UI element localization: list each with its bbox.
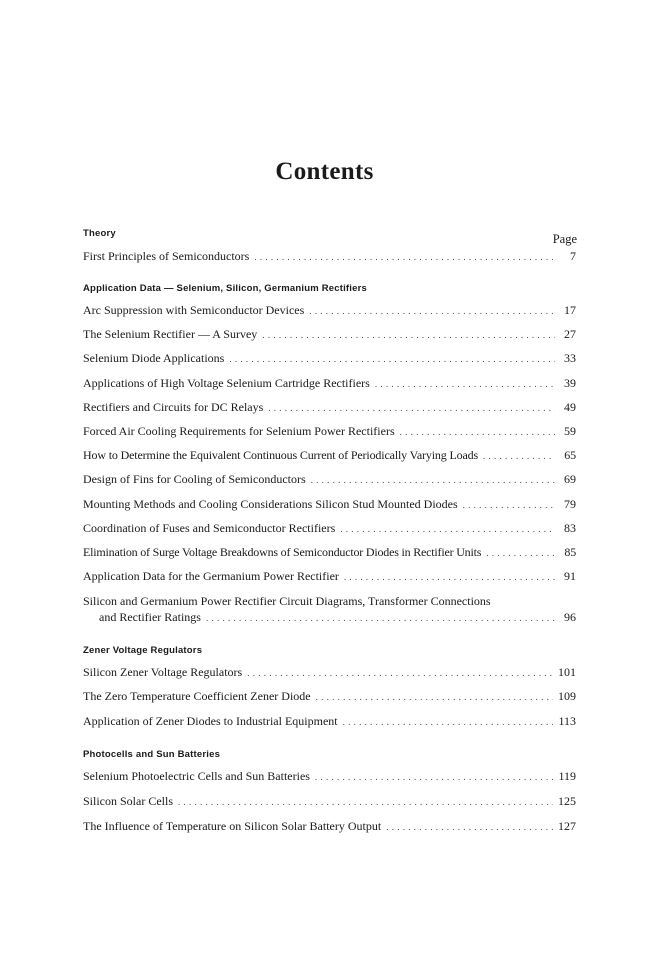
toc-entry[interactable] (83, 568, 576, 585)
toc-entry-page: 113 (558, 714, 576, 728)
toc-entry-page: 65 (564, 448, 576, 462)
toc-entry-title-line2: and Rectifier Ratings (99, 610, 201, 624)
toc-entry[interactable] (83, 520, 576, 537)
toc-entry[interactable] (83, 375, 576, 392)
leader-dots (229, 351, 555, 367)
leader-dots (463, 497, 555, 513)
toc-entry[interactable] (83, 664, 576, 681)
toc-entry-page: 39 (564, 376, 576, 390)
toc-entry-page: 109 (558, 689, 576, 703)
section-heading-theory: Theory (83, 228, 116, 239)
toc-entry-page: 59 (564, 424, 576, 438)
leader-dots (254, 249, 555, 265)
leader-dots (178, 794, 553, 810)
toc-entry-page: 125 (558, 794, 576, 808)
toc-entry-page: 49 (564, 400, 576, 414)
toc-entry-title: The Influence of Temperature on Silicon Solar Battery Output (83, 819, 382, 833)
toc-entry-title: Application of Zener Diodes to Industrial Equipment (83, 714, 338, 728)
toc-entry-multiline[interactable] (83, 593, 576, 626)
toc-entry-title: Mounting Methods and Cooling Considerations Silicon Stud Mounted Diodes (83, 497, 458, 511)
toc-entry[interactable] (83, 326, 576, 343)
toc-entry-title: How to Determine the Equivalent Continuous Current of Periodically Varying Loads (83, 448, 479, 462)
leader-dots (343, 714, 554, 730)
toc-entry-title: Elimination of Surge Voltage Breakdowns of Semiconductor Diodes in Rectifier Units (83, 545, 482, 559)
leader-dots (268, 400, 555, 416)
leader-dots (483, 448, 555, 464)
toc-entry-page: 7 (570, 249, 576, 263)
toc-entry-page: 96 (564, 610, 576, 624)
leader-dots (316, 689, 553, 705)
toc-entry[interactable] (83, 423, 576, 440)
leader-dots (486, 545, 555, 561)
page-column-label: Page (552, 232, 577, 246)
toc-entry[interactable] (83, 447, 576, 464)
toc-entry-title: Rectifiers and Circuits for DC Relays (83, 400, 264, 414)
toc-entry-page: 127 (558, 819, 576, 833)
toc-entry[interactable] (83, 688, 576, 705)
page-title: Contents (275, 158, 374, 185)
toc-entry-title: Forced Air Cooling Requirements for Selenium Power Rectifiers (83, 424, 395, 438)
leader-dots (386, 819, 553, 835)
leader-dots (375, 376, 555, 392)
toc-entry-page: 17 (564, 303, 576, 317)
toc-entry-page: 69 (564, 472, 576, 486)
leader-dots (247, 665, 553, 681)
toc-entry-title: Application Data for the Germanium Power Rectifier (83, 569, 339, 583)
toc-entry-title: Applications of High Voltage Selenium Cartridge Rectifiers (83, 376, 370, 390)
toc-entry[interactable] (83, 471, 576, 488)
toc-entry-title: Arc Suppression with Semiconductor Devices (83, 303, 305, 317)
toc-entry-title: First Principles of Semiconductors (83, 249, 250, 263)
toc-entry-page: 79 (564, 497, 576, 511)
toc-entry-title: The Zero Temperature Coefficient Zener Diode (83, 689, 311, 703)
toc-entry-title: Design of Fins for Cooling of Semiconductors (83, 472, 306, 486)
toc-entry[interactable] (83, 350, 576, 367)
leader-dots (262, 327, 555, 343)
toc-entry[interactable] (83, 793, 576, 810)
toc-entry-title: Silicon Zener Voltage Regulators (83, 665, 243, 679)
section-heading-application-data: Application Data — Selenium, Silicon, Germanium Rectifiers (83, 283, 367, 294)
leader-dots (309, 303, 555, 319)
leader-dots (400, 424, 555, 440)
toc-entry-page: 85 (564, 545, 576, 559)
toc-entry[interactable] (83, 768, 576, 785)
toc-entry[interactable] (83, 713, 576, 730)
leader-dots (206, 610, 555, 626)
toc-entry[interactable] (83, 302, 576, 319)
toc-entry-page: 33 (564, 351, 576, 365)
toc-entry[interactable] (83, 248, 576, 265)
section-heading-zener: Zener Voltage Regulators (83, 645, 203, 656)
toc-entry[interactable] (83, 496, 576, 513)
toc-entry-page: 101 (558, 665, 576, 679)
toc-entry-page: 27 (564, 327, 576, 341)
toc-entry[interactable] (83, 818, 576, 835)
toc-entry-page: 119 (558, 769, 576, 783)
toc-entry-page: 83 (564, 521, 576, 535)
leader-dots (340, 521, 555, 537)
toc-entry-title: Coordination of Fuses and Semiconductor Rectifiers (83, 521, 336, 535)
toc-entry[interactable] (83, 544, 576, 561)
toc-entry[interactable] (83, 399, 576, 416)
toc-entry-page: 91 (564, 569, 576, 583)
toc-entry-title: Selenium Diode Applications (83, 351, 225, 365)
toc-entry-title: Selenium Photoelectric Cells and Sun Batteries (83, 769, 310, 783)
toc-entry-title-line1: Silicon and Germanium Power Rectifier Circuit Diagrams, Transformer Connections (83, 594, 491, 608)
leader-dots (344, 569, 555, 585)
toc-entry-title: The Selenium Rectifier — A Survey (83, 327, 258, 341)
leader-dots (315, 769, 553, 785)
section-heading-photocells: Photocells and Sun Batteries (83, 749, 221, 760)
toc-entry-title: Silicon Solar Cells (83, 794, 173, 808)
leader-dots (311, 472, 555, 488)
